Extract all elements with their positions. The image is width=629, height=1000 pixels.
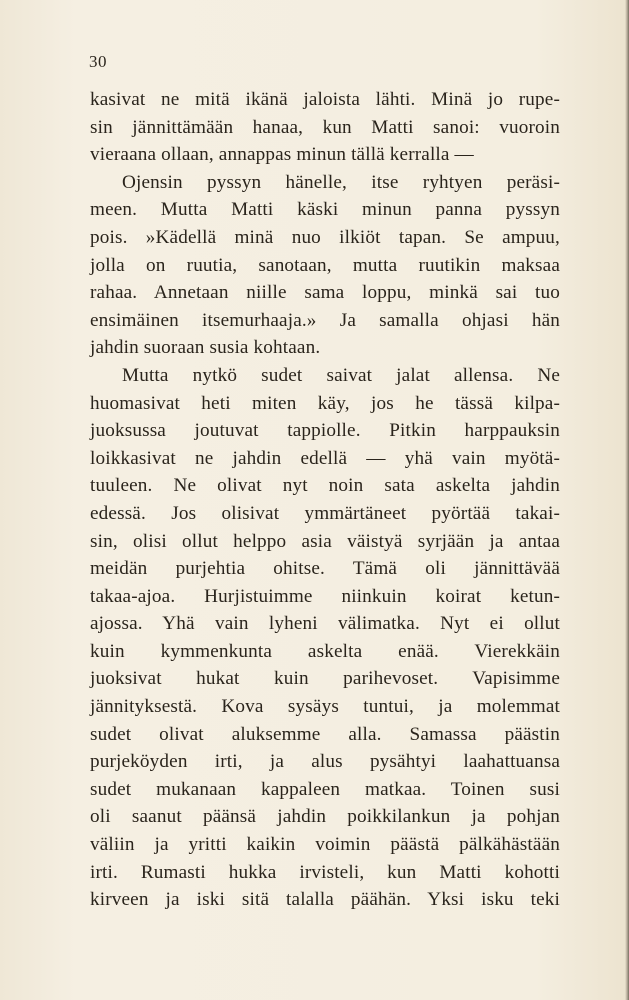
text-line: jolla on ruutia, sanotaan, mutta ruutikin maksaa (90, 254, 560, 276)
text-line: edessä. Jos olisivat ymmärtäneet pyörtää takai- (90, 502, 560, 524)
text-line: Ojensin pyssyn hänelle, itse ryhtyen peräsi- (122, 171, 560, 193)
text-line: pois. »Kädellä minä nuo ilkiöt tapan. Se ampuu, (90, 226, 560, 248)
text-line: jännityksestä. Kova sysäys tuntui, ja molemmat (90, 696, 560, 718)
text-line: ensimäinen itsemurhaaja.» Ja samalla ohjasi hän (90, 309, 560, 331)
body-text (90, 86, 560, 914)
text-line: irti. Rumasti hukka irvisteli, kun Matti kohotti (90, 861, 560, 883)
text-line: sin jännittämään hanaa, kun Matti sanoi: vuoroin (90, 116, 560, 138)
text-line: rahaa. Annetaan niille sama loppu, minkä sai tuo (90, 282, 560, 304)
text-line: kuin kymmenkunta askelta enää. Vierekkäin (90, 640, 560, 662)
text-line: sudet olivat aluksemme alla. Samassa päästin (90, 723, 560, 745)
text-line: väliin ja yritti kaikin voimin päästä pälkähästään (90, 834, 560, 856)
text-line: meidän purjehtia ohitse. Tämä oli jännittävää (90, 558, 560, 580)
text-line: juoksussa joutuvat tappiolle. Pitkin harppauksin (90, 420, 560, 442)
text-line: meen. Mutta Matti käski minun panna pyssyn (90, 199, 560, 221)
text-line: takaa-ajoa. Hurjistuimme niinkuin koirat ketun- (90, 585, 560, 607)
text-line: purjeköyden irti, ja alus pysähtyi laahattuansa (90, 751, 560, 773)
text-line: huomasivat heti miten käy, jos he tässä kilpa- (90, 392, 560, 414)
text-line: kirveen ja iski sitä talalla päähän. Yksi isku teki (90, 889, 560, 911)
text-line: juoksivat hukat kuin parihevoset. Vapisimme (90, 668, 560, 690)
page-number: 30 (89, 52, 107, 71)
text-line: vieraana ollaan, annappas minun tällä kerralla — (90, 144, 474, 166)
text-line: oli saanut päänsä jahdin poikkilankun ja pohjan (90, 806, 560, 828)
page-edge-shadow (625, 0, 629, 1000)
text-line: tuuleen. Ne olivat nyt noin sata askelta jahdin (90, 475, 560, 497)
text-line: sudet mukanaan kappaleen matkaa. Toinen susi (90, 778, 560, 800)
text-line: Mutta nytkö sudet saivat jalat allensa. Ne (122, 364, 560, 386)
text-line: loikkasivat ne jahdin edellä — yhä vain myötä- (90, 447, 560, 469)
text-line: kasivat ne mitä ikänä jaloista lähti. Minä jo rupe- (90, 89, 560, 110)
text-line: sin, olisi ollut helppo asia väistyä syrjään ja antaa (90, 530, 560, 552)
text-line: jahdin suoraan susia kohtaan. (90, 337, 321, 359)
text-line: ajossa. Yhä vain lyheni välimatka. Nyt ei ollut (90, 613, 560, 635)
